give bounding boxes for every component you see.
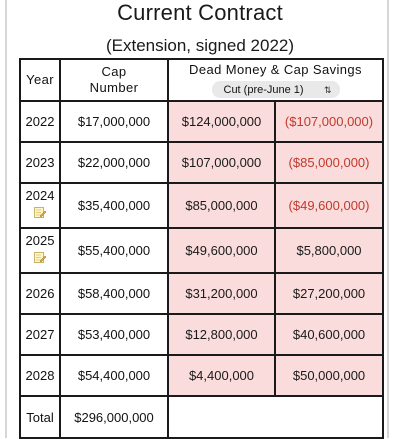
table-row-2025 <box>20 228 383 273</box>
table-row-2026 <box>20 273 383 314</box>
year-value: 2022 <box>25 114 55 129</box>
cap-savings-cell: ($49,600,000) <box>275 183 383 228</box>
contract-rows <box>20 101 383 396</box>
year-value: 2024 <box>25 188 55 203</box>
year-cell <box>20 228 60 273</box>
year-cell <box>20 273 60 314</box>
dead-money-cell: $31,200,000 <box>168 273 275 314</box>
cap-savings-cell: $5,800,000 <box>275 228 383 273</box>
year-cell <box>20 314 60 355</box>
year-header: Year <box>20 59 60 101</box>
total-blank-cell <box>168 396 383 438</box>
dead-money-cell: $124,000,000 <box>168 101 275 142</box>
year-value: 2027 <box>25 327 55 342</box>
cap-number-cell: $35,400,000 <box>60 183 168 228</box>
year-value: 2023 <box>25 155 55 170</box>
cap-number-cell: $54,400,000 <box>60 355 168 396</box>
cap-savings-cell: $50,000,000 <box>275 355 383 396</box>
cap-number-cell: $17,000,000 <box>60 101 168 142</box>
dead-savings-header-label: Dead Money & Cap Savings <box>189 62 362 77</box>
table-row-2024 <box>20 183 383 228</box>
cap-savings-cell: ($107,000,000) <box>275 101 383 142</box>
table-row-2023 <box>20 142 383 183</box>
header-row <box>20 59 383 101</box>
cap-savings-cell: ($85,000,000) <box>275 142 383 183</box>
updown-chevron-icon: ⇅ <box>323 84 332 95</box>
dead-savings-header <box>168 59 383 101</box>
contract-table <box>19 58 384 439</box>
dead-money-cell: $4,400,000 <box>168 355 275 396</box>
note-pencil-icon[interactable] <box>34 206 46 218</box>
total-cap-number: $296,000,000 <box>60 396 168 438</box>
note-pencil-icon[interactable] <box>34 251 46 263</box>
total-row <box>20 396 383 438</box>
year-cell <box>20 101 60 142</box>
page-title: Current Contract <box>117 0 283 25</box>
table-row-2022 <box>20 101 383 142</box>
total-label: Total <box>20 396 60 438</box>
year-cell <box>20 183 60 228</box>
year-cell <box>20 355 60 396</box>
year-value: 2028 <box>25 368 55 383</box>
table-row-2028 <box>20 355 383 396</box>
page-subtitle: (Extension, signed 2022) <box>105 36 295 55</box>
table-row-2027 <box>20 314 383 355</box>
cap-number-cell: $55,400,000 <box>60 228 168 273</box>
dead-money-cell: $12,800,000 <box>168 314 275 355</box>
cap-savings-cell: $40,600,000 <box>275 314 383 355</box>
cap-number-header <box>60 59 168 101</box>
dead-money-cell: $107,000,000 <box>168 142 275 183</box>
dead-money-cell: $49,600,000 <box>168 228 275 273</box>
scenario-dropdown-value: Cut (pre-June 1) <box>223 83 304 96</box>
year-value: 2026 <box>25 286 55 301</box>
cap-number-cell: $53,400,000 <box>60 314 168 355</box>
cap-number-header-label: Cap Number <box>89 64 139 95</box>
cap-number-cell: $58,400,000 <box>60 273 168 314</box>
dead-money-cell: $85,000,000 <box>168 183 275 228</box>
cap-savings-cell: $27,200,000 <box>275 273 383 314</box>
cap-number-cell: $22,000,000 <box>60 142 168 183</box>
year-value: 2025 <box>25 233 55 248</box>
year-cell <box>20 142 60 183</box>
scenario-dropdown[interactable] <box>212 81 340 98</box>
